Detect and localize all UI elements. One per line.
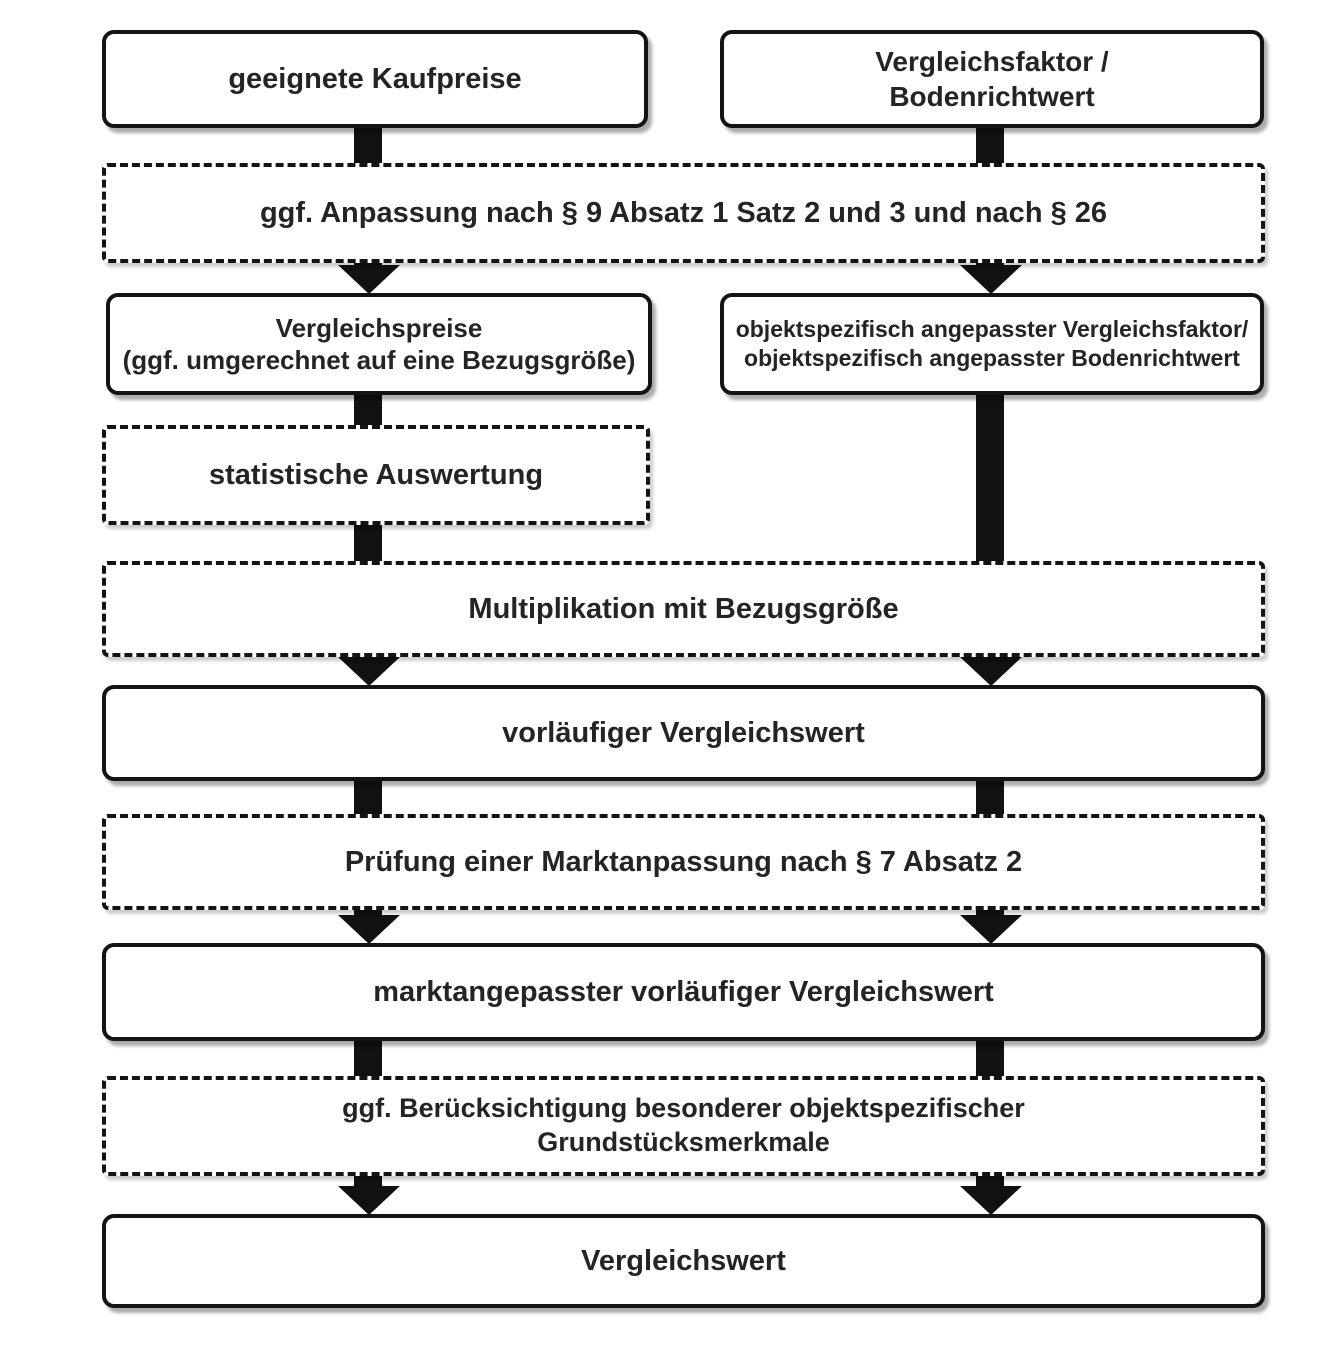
node-label: Vergleichsfaktor / (875, 46, 1109, 77)
arrow-bar (354, 128, 382, 165)
node-label: marktangepasster vorläufiger Vergleichswert (373, 975, 994, 1008)
arrow-bar (976, 128, 1004, 165)
down-arrowhead-icon (338, 657, 400, 686)
node-multiplikation (102, 561, 1265, 657)
arrow-bar (976, 1041, 1004, 1078)
node-beruecksichtigung-grundstuecksmerkmale (102, 1076, 1265, 1176)
node-label: (ggf. umgerechnet auf eine Bezugsgröße) (122, 345, 636, 375)
down-arrowhead-icon (338, 1186, 400, 1215)
node-label: geeignete Kaufpreise (228, 62, 522, 95)
node-label: ggf. Berücksichtigung besonderer objektspezifischer (342, 1093, 1025, 1124)
node-vorlaeufiger-vergleichswert (102, 685, 1265, 781)
node-geeignete-kaufpreise (102, 30, 648, 128)
node-label: ggf. Anpassung nach § 9 Absatz 1 Satz 2 und 3 und nach § 26 (259, 196, 1108, 229)
arrow-bar (354, 1041, 382, 1078)
node-label: Bodenrichtwert (889, 81, 1095, 112)
node-statistische-auswertung (102, 425, 650, 525)
node-marktangepasster-vergleichswert (102, 943, 1265, 1041)
node-label: statistische Auswertung (208, 458, 544, 491)
node-label: Prüfung einer Marktanpassung nach § 7 Absatz 2 (344, 845, 1023, 878)
down-arrowhead-icon (338, 265, 400, 294)
node-label: Grundstücksmerkmale (537, 1127, 830, 1157)
arrow-bar (354, 781, 382, 816)
down-arrowhead-icon (960, 265, 1022, 294)
down-arrowhead-icon (960, 1186, 1022, 1215)
node-label: objektspezifisch angepasster Vergleichsfaktor/ (735, 316, 1249, 343)
node-objektspezifisch-angepasst (720, 293, 1264, 395)
node-anpassung (102, 163, 1265, 263)
arrow-bar (976, 781, 1004, 816)
arrow-bar (976, 395, 1004, 563)
node-vergleichspreise (106, 293, 652, 395)
down-arrowhead-icon (338, 915, 400, 944)
arrow-bar (354, 395, 382, 427)
node-pruefung-marktanpassung (102, 814, 1265, 910)
node-label: objektspezifisch angepasster Bodenrichtwert (744, 345, 1240, 371)
node-vergleichsfaktor-bodenrichtwert (720, 30, 1264, 128)
node-label: Vergleichspreise (275, 312, 483, 343)
down-arrowhead-icon (960, 657, 1022, 686)
node-vergleichswert (102, 1214, 1265, 1308)
node-label: Multiplikation mit Bezugsgröße (468, 592, 899, 625)
arrow-bar (354, 525, 382, 563)
node-label: vorläufiger Vergleichswert (502, 716, 865, 749)
node-label: Vergleichswert (581, 1244, 786, 1277)
down-arrowhead-icon (960, 915, 1022, 944)
